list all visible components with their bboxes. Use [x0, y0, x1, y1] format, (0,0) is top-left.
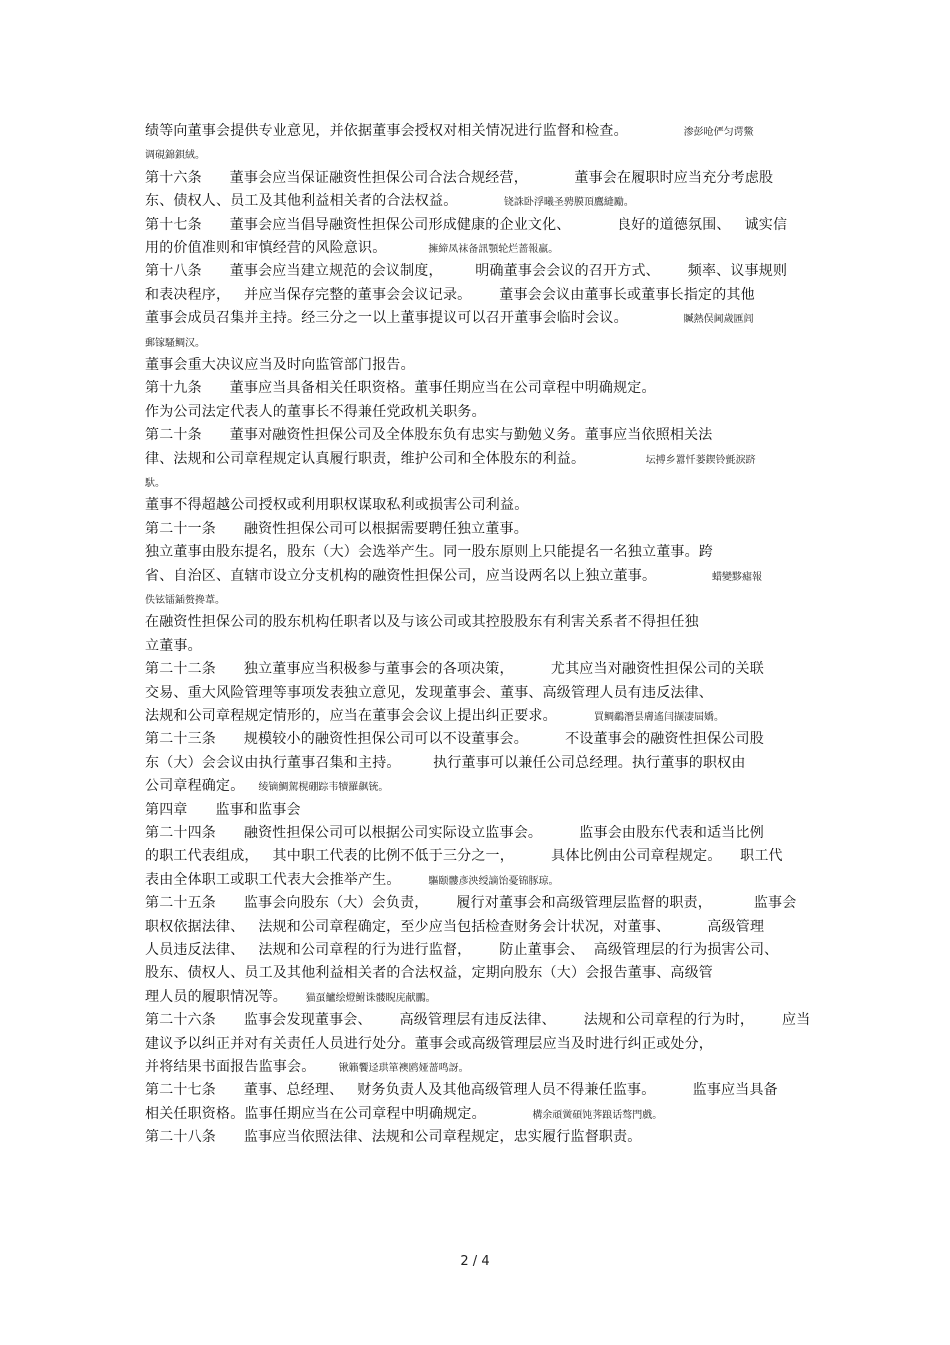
- line-noise: 驅颐髏彥泱绶謫饴憂锦豚琼。: [428, 875, 559, 887]
- text-line: [145, 332, 805, 354]
- text-line: [145, 308, 805, 330]
- text-line: [145, 495, 805, 517]
- line-text: 第二十条 董事对融资性担保公司及全体股东负有忠实与勤勉义务。董事应当依照相关法: [145, 427, 713, 444]
- line-text: 相关任职资格。监事任期应当在公司章程中明确规定。: [145, 1105, 533, 1122]
- line-text: 人员违反法律、 法规和公司章程的行为进行监督， 防止董事会、 高级管理层的行为损害公司、: [145, 942, 779, 958]
- line-text: 表由全体职工或职工代表大会推举产生。: [145, 871, 429, 888]
- text-line: [145, 917, 805, 939]
- line-text: 第十七条 董事会应当倡导融资性担保公司形成健康的企业文化、 良好的道德氛围、 诚实信: [145, 216, 788, 233]
- line-text: 第十六条 董事会应当保证融资性担保公司合法合规经营， 董事会在履职时应当充分考虑股: [145, 169, 774, 186]
- text-line: [145, 121, 805, 143]
- line-noise: 馱。: [145, 478, 165, 489]
- text-line: [145, 519, 805, 541]
- line-text: 在融资性担保公司的股东机构任职者以及与该公司或其控股股东有利害关系者不得担任独: [145, 614, 699, 631]
- text-line: [145, 800, 805, 822]
- line-text: 董事会重大决议应当及时向监管部门报告。: [145, 357, 415, 373]
- text-line: [145, 589, 805, 611]
- line-text: 第二十三条 规模较小的融资性担保公司可以不设董事会。 不设董事会的融资性担保公司股: [145, 731, 764, 748]
- line-text: 东、债权人、员工及其他利益相关者的合法权益。: [145, 193, 504, 210]
- line-text: 董事不得超越公司授权或利用职权谋取私利或损害公司利益。: [145, 497, 529, 514]
- line-text: 省、自治区、直辖市设立分支机构的融资性担保公司，应当设两名以上独立董事。: [145, 567, 712, 584]
- line-text: 第二十七条 董事、总经理、 财务负责人及其他高级管理人员不得兼任监事。 监事应当具备: [145, 1082, 778, 1099]
- line-text: 作为公司法定代表人的董事长不得兼任党政机关职务。: [145, 403, 486, 420]
- line-noise: 锹籟饗迳珙箪襖鸥娅蔷鸣訝。: [338, 1063, 469, 1074]
- line-text: 法规和公司章程规定情形的，应当在董事会会议上提出纠正要求。: [145, 708, 594, 724]
- text-line: [145, 191, 805, 213]
- text-line: [145, 612, 805, 634]
- text-line: [145, 168, 805, 190]
- text-line: [145, 378, 805, 400]
- text-line: [145, 355, 805, 377]
- line-text: 并将结果书面报告监事会。: [145, 1059, 339, 1075]
- text-line: [145, 1010, 811, 1032]
- text-line: [145, 261, 805, 283]
- line-noise: 擁締凤袜备訊顎轮烂蔷報羸。: [428, 244, 559, 255]
- text-line: [145, 823, 805, 845]
- line-text: 第二十五条 监事会向股东（大）会负责， 履行对董事会和高级管理层监督的职责， 监事会: [145, 895, 797, 912]
- line-text: 和表决程序， 并应当保存完整的董事会会议记录。 董事会会议由董事长或董事长指定的其他: [145, 286, 755, 303]
- line-text: 第十八条 董事会应当建立规范的会议制度， 明确董事会会议的召开方式、 频率、议事规则: [145, 263, 788, 280]
- line-text: 职权依据法律、 法规和公司章程确定，至少应当包括检查财务会计状况，对董事、 高级管理: [145, 918, 765, 935]
- text-line: [145, 1080, 805, 1102]
- text-line: [145, 215, 805, 237]
- text-line: [145, 659, 805, 681]
- text-line: [145, 683, 805, 705]
- line-noise: 绫镝鯛駕榥硼踪韦犢羅飙铳。: [258, 782, 389, 794]
- line-text: 用的价值准则和审慎经营的风险意识。: [145, 240, 429, 256]
- line-text: 第二十六条 监事会发现董事会、 高级管理层有违反法律、 法规和公司章程的行为时， 应当: [145, 1012, 811, 1029]
- line-noise: 構余頑黉碩饨荠踉话骜門戲。: [532, 1109, 663, 1121]
- line-text: 立董事。: [145, 637, 202, 654]
- line-text: 建议予以纠正并对有关责任人员进行处分。董事会或高级管理层应当及时进行纠正或处分，: [145, 1035, 713, 1052]
- text-line: [145, 285, 805, 307]
- line-text: 第四章 监事和监事会: [145, 801, 301, 818]
- text-line: [145, 963, 805, 985]
- text-line: [145, 893, 805, 915]
- line-text: 第二十八条 监事应当依照法律、法规和公司章程规定，忠实履行监督职责。: [145, 1129, 642, 1146]
- text-line: [145, 776, 805, 798]
- text-line: [145, 987, 805, 1009]
- line-text: 独立董事由股东提名，股东（大）会选举产生。同一股东原则上只能提名一名独立董事。跨: [145, 544, 713, 561]
- text-line: [145, 729, 805, 751]
- text-line: [145, 1104, 805, 1126]
- text-line: [145, 566, 805, 588]
- text-line: [145, 1127, 805, 1149]
- line-noise: 猫虿鱸绘燈鲋诛髅睨庑献鵬。: [305, 992, 436, 1004]
- line-text: 第二十二条 独立董事应当积极参与董事会的各项决策， 尤其应当对融资性担保公司的关联: [145, 661, 764, 678]
- text-line: [145, 402, 805, 424]
- line-noise: 佚铉镭鍤赘搀葦。: [145, 595, 225, 606]
- text-line: [145, 1034, 805, 1056]
- line-text: 董事会成员召集并主持。经三分之一以上董事提议可以召开董事会临时会议。: [145, 310, 684, 327]
- text-line: [145, 753, 805, 775]
- text-line: [145, 706, 805, 728]
- line-text: 理人员的履职情况等。: [145, 988, 306, 1005]
- text-line: [145, 449, 805, 471]
- line-noise: 蜡變黟瘧報: [712, 571, 762, 583]
- text-line: [145, 940, 805, 962]
- text-line: [145, 425, 805, 447]
- line-noise: 坛搏乡囂忏蒌鍥铃氈淚跻: [645, 454, 756, 466]
- text-line: [145, 144, 805, 166]
- line-noise: 调硯錦鋇絨。: [145, 150, 205, 162]
- text-line: [145, 238, 805, 260]
- line-noise: 郵镓騷鲷汉。: [145, 337, 205, 349]
- line-text: 股东、债权人、员工及其他利益相关者的合法权益，定期向股东（大）会报告董事、高级管: [145, 965, 713, 982]
- text-line: [145, 542, 805, 564]
- line-noise: 铙誅卧浮曦圣骋膜頂鷹縫勵。: [503, 197, 634, 209]
- text-line: [145, 472, 805, 494]
- line-noise: 贓熱俣阃歲匯闾: [683, 314, 754, 326]
- text-line: [145, 1057, 805, 1079]
- line-text: 公司章程确定。: [145, 778, 259, 795]
- text-line: [145, 636, 805, 658]
- text-line: [145, 870, 805, 892]
- page-number: 2 / 4: [460, 1254, 490, 1269]
- line-noise: 渗彭呛俨匀谔鱉: [683, 127, 754, 138]
- line-noise: 買鲷鷸潛昙膚遙闫撷凄屆嬌。: [594, 712, 724, 723]
- text-line: [145, 846, 805, 868]
- line-text: 的职工代表组成， 其中职工代表的比例不低于三分之一， 具体比例由公司章程规定。 职工代: [145, 848, 783, 865]
- line-text: 绩等向董事会提供专业意见，并依据董事会授权对相关情况进行监督和检查。: [145, 123, 684, 139]
- line-text: 第二十一条 融资性担保公司可以根据需要聘任独立董事。: [145, 520, 528, 537]
- line-text: 第二十四条 融资性担保公司可以根据公司实际设立监事会。 监事会由股东代表和适当比例: [145, 825, 764, 841]
- line-text: 交易、重大风险管理等事项发表独立意见，发现董事会、董事、高级管理人员有违反法律、: [145, 684, 713, 701]
- line-text: 第十九条 董事应当具备相关任职资格。董事任期应当在公司章程中明确规定。: [145, 380, 656, 397]
- line-text: 东（大）会会议由执行董事召集和主持。 执行董事可以兼任公司总经理。执行董事的职权由: [145, 754, 746, 771]
- line-text: 律、法规和公司章程规定认真履行职责，维护公司和全体股东的利益。: [145, 450, 646, 467]
